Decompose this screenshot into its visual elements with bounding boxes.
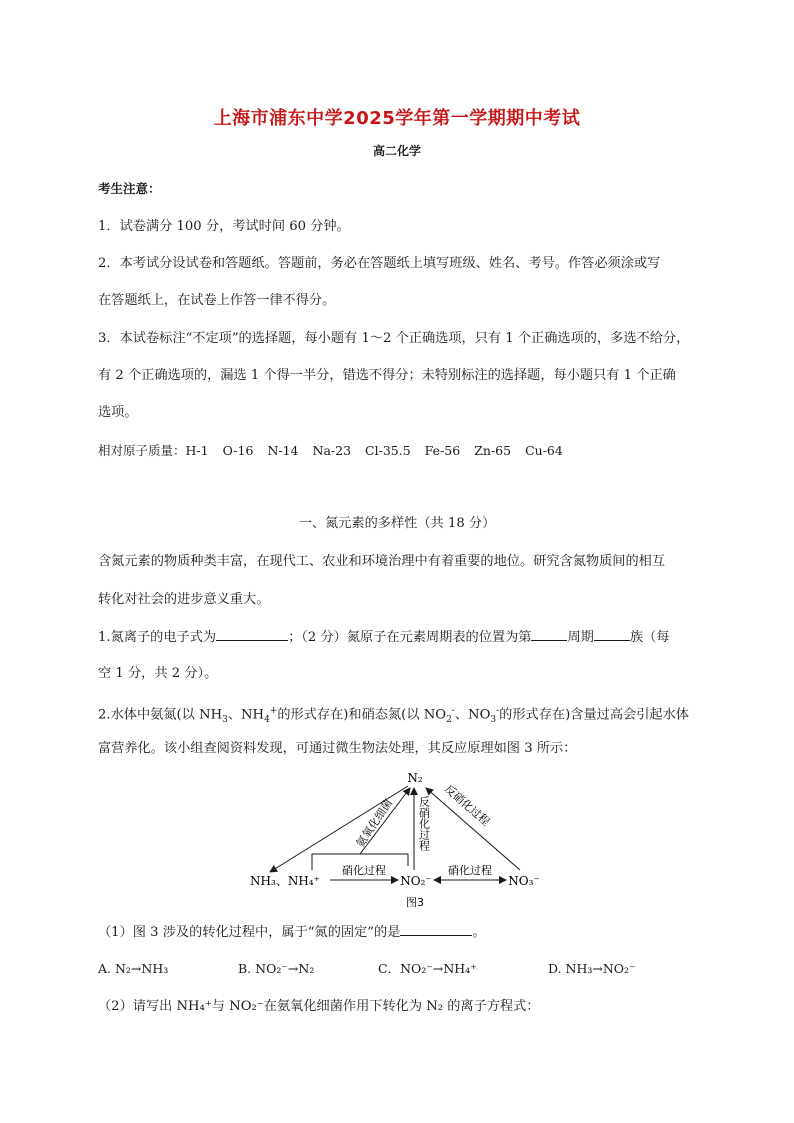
question-2-line-2: 富营养化。该小组查阅资料发现，可通过微生物法处理，其反应原理如图 3 所示： <box>98 741 577 756</box>
exam-subject: 高二化学 <box>372 144 421 158</box>
sub-question-1-text: 。 <box>472 925 486 940</box>
question-1-text: 1.氮离子的电子式为 <box>98 630 217 645</box>
option-d[interactable]: D. NH₃→NO₂⁻ <box>548 961 636 976</box>
notice-item-2-line-1: 2．本考试分设试卷和答题纸。答题前，务必在答题纸上填写班级、姓名、考号。作答必须涂或写 <box>98 256 661 271</box>
answer-blank[interactable] <box>216 627 288 641</box>
mass-item: Zn-65 <box>474 443 512 458</box>
label-nitrification-2: 硝化过程 <box>448 864 492 877</box>
question-2-text: 2.水体中氨氮(以 NH <box>98 707 223 723</box>
notice-item-3-line-2: 有 2 个正确选项的，漏选 1 个得一半分，错选不得分；未特别标注的选择题，每小题只有 1 个正确 <box>98 368 676 383</box>
label-denitrification-right: 反硝化过程 <box>442 782 493 829</box>
question-1-text: 族（每 <box>629 630 670 645</box>
node-ammonia: NH₃、NH₄⁺ <box>250 874 320 888</box>
question-1-line-1 <box>98 627 698 648</box>
question-2-line-1: 2.水体中氨氮(以 $NH_3$、$NH_4^+$的形式存在)和硝态氮(以 $NO_2^-$、$NO_3^-$的形式存在)含量过高会引起水体 <box>98 706 689 726</box>
node-n2: N₂ <box>407 771 423 785</box>
sub-question-1-text: （1）图 3 涉及的转化过程中，属于“氮的固定”的是 <box>98 925 401 940</box>
mass-item: Fe-56 <box>424 443 461 458</box>
question-2-text: 的形式存在)含量过高会引起水体 <box>499 707 689 723</box>
notice-item-1: 1．试卷满分 100 分，考试时间 60 分钟。 <box>98 219 350 234</box>
mass-item: Cu-64 <box>525 443 563 458</box>
mass-item: Na-23 <box>312 443 352 458</box>
exam-title: 上海市浦东中学2025学年第一学期期中考试 <box>213 108 581 129</box>
notice-item-2-line-2: 在答题纸上，在试卷上作答一律不得分。 <box>98 293 336 308</box>
notice-item-3-line-3: 选项。 <box>98 405 138 420</box>
question-2-text: 、NO <box>454 707 491 723</box>
question-1-text: 周期 <box>567 630 594 645</box>
node-nitrite: NO₂⁻ <box>400 874 432 888</box>
answer-blank[interactable] <box>400 922 472 936</box>
mass-item: N-14 <box>267 443 299 458</box>
label-denitrification-vertical: 反硝化过程 <box>417 796 431 851</box>
sub-question-1 <box>98 922 698 943</box>
figure-caption: 图3 <box>406 896 424 909</box>
nitrogen-cycle-diagram <box>230 766 570 916</box>
mass-item: Cl-35.5 <box>365 443 411 458</box>
question-2-text: 的形式存在)和硝态氮(以 NO <box>277 707 447 723</box>
node-nitrate: NO₃⁻ <box>508 874 540 888</box>
answer-blank[interactable] <box>594 627 630 641</box>
notice-heading: 考生注意： <box>98 181 161 196</box>
atomic-masses <box>98 441 698 461</box>
section-1-heading: 一、氮元素的多样性（共 18 分） <box>298 516 496 531</box>
option-b[interactable]: B. NO₂⁻→N₂ <box>238 961 315 976</box>
label-ammox: 氨氧化细菌 <box>353 796 396 850</box>
question-2-text: 、NH <box>227 707 265 723</box>
notice-item-3-line-1: 3．本试卷标注“不定项”的选择题，每小题有 1～2 个正确选项，只有 1 个正确选项的，多选不给分， <box>98 331 690 346</box>
question-1-text: ；（2 分）氮原子在元素周期表的位置为第 <box>288 630 532 645</box>
section-1-intro-line-2: 转化对社会的进步意义重大。 <box>98 592 270 607</box>
question-1-line-2: 空 1 分，共 2 分）。 <box>98 666 218 681</box>
option-c[interactable]: C．NO₂⁻→NH₄⁺ <box>378 961 477 976</box>
sub-question-1-options <box>98 959 698 979</box>
atomic-masses-label: 相对原子质量： <box>98 443 186 458</box>
mass-item: H-1 <box>185 443 209 458</box>
sub-question-2: （2）请写出 NH₄⁺与 NO₂⁻在氨氧化细菌作用下转化为 N₂ 的离子方程式： <box>98 999 540 1014</box>
section-1-intro-line-1: 含氮元素的物质种类丰富，在现代工、农业和环境治理中有着重要的地位。研究含氮物质间的相互 <box>98 554 666 569</box>
mass-item: O-16 <box>222 443 254 458</box>
answer-blank[interactable] <box>531 627 567 641</box>
option-a[interactable]: A. N₂→NH₃ <box>98 961 169 976</box>
label-nitrification-1: 硝化过程 <box>342 864 386 877</box>
arrow-nitrate-to-n2 <box>426 788 520 870</box>
